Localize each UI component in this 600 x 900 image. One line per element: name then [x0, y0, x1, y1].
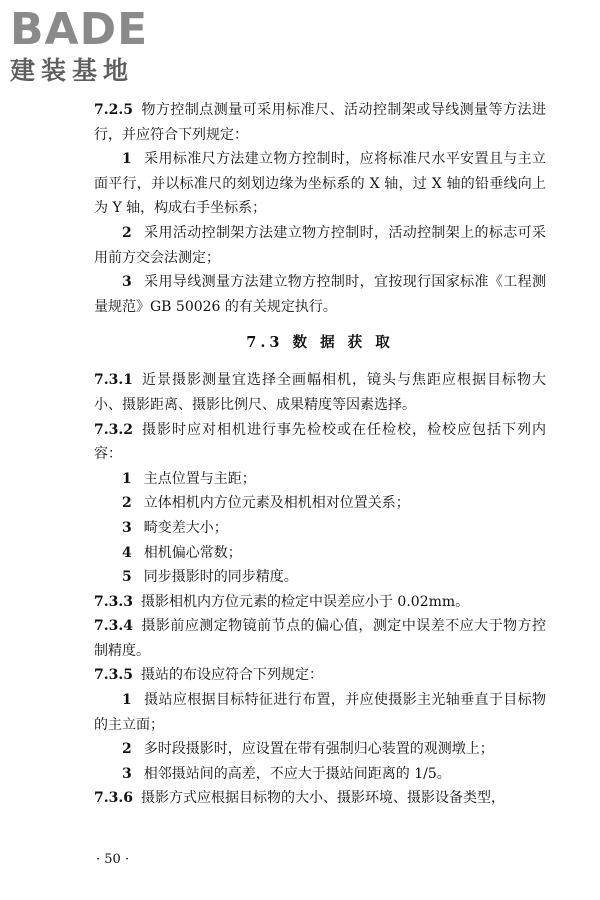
item-number: 5: [122, 569, 132, 586]
list-item: [94, 491, 546, 516]
item-number: 1: [122, 470, 132, 487]
clause-number: 7.3.1: [94, 372, 133, 389]
clause-number: 7.3.4: [94, 618, 133, 635]
item-number: 1: [122, 692, 132, 709]
list-item: [94, 467, 546, 492]
item-text: 相邻摄站间的高差，不应大于摄站间距离的 1/5。: [143, 765, 451, 782]
item-number: 2: [122, 741, 132, 758]
clause-number: 7.3.2: [94, 421, 133, 438]
clause-7-3-1: [94, 368, 546, 417]
item-text: 采用标准尺方法建立物方控制时，应将标准尺水平安置且与主立面平行，并以标准尺的刻划边缘为坐标系的 X 轴，过 X 轴的铅垂线向上为 Y 轴，构成右手坐标系；: [94, 151, 546, 217]
list-item: [94, 688, 546, 737]
item-number: 4: [122, 544, 132, 561]
clause-text: 物方控制点测量可采用标准尺、活动控制架或导线测量等方法进行，并应符合下列规定：: [94, 102, 546, 143]
item-text: 摄站应根据目标特征进行布置，并应使摄影主光轴垂直于目标物的主立面；: [94, 692, 546, 733]
item-text: 采用活动控制架方法建立物方控制时，活动控制架上的标志可采用前方交会法测定；: [94, 224, 546, 266]
list-item: [94, 762, 546, 787]
clause-text: 摄影相机内方位元素的检定中误差应小于 0.02mm。: [140, 593, 470, 610]
page-number: · 50 ·: [96, 852, 130, 867]
clause-number: 7.3.6: [94, 790, 133, 807]
list-item: [94, 270, 546, 319]
list-item: [94, 541, 546, 566]
clause-7-3-6: [94, 786, 546, 811]
item-text: 主点位置与主距；: [143, 470, 256, 487]
document-body: [94, 98, 546, 811]
brand-logo: [10, 6, 148, 86]
list-item: [94, 565, 546, 590]
section-heading: 7.3 数 据 获 取: [246, 334, 394, 352]
item-number: 3: [122, 519, 132, 536]
logo-wordmark: BADE: [10, 4, 149, 55]
item-number: 2: [122, 224, 132, 241]
clause-7-3-2: [94, 418, 546, 467]
item-text: 同步摄影时的同步精度。: [143, 569, 298, 586]
clause-number: 7.2.5: [94, 102, 133, 118]
item-number: 3: [122, 765, 132, 782]
clause-7-3-5: [94, 663, 546, 688]
item-text: 相机偏心常数；: [143, 544, 242, 561]
logo-subtitle: 建装基地: [10, 56, 135, 85]
clause-text: 近景摄影测量宜选择全画幅相机，镜头与焦距应根据目标物大小、摄影距离、摄影比例尺、成果精度等因素选择。: [94, 372, 546, 413]
clause-text: 摄影前应测定物镜前节点的偏心值，测定中误差不应大于物方控制精度。: [94, 618, 546, 659]
list-item: [94, 737, 546, 762]
item-text: 采用导线测量方法建立物方控制时，宜按现行国家标准《工程测量规范》GB 50026 的有关规定执行。: [94, 274, 546, 315]
item-text: 畸变差大小；: [143, 519, 228, 536]
clause-text: 摄站的布设应符合下列规定：: [140, 667, 323, 684]
item-text: 立体相机内方位元素及相机相对位置关系；: [143, 495, 410, 512]
clause-text: 摄影方式应根据目标物的大小、摄影环境、摄影设备类型，: [140, 790, 505, 807]
list-item: [94, 516, 546, 541]
item-text: 多时段摄影时，应设置在带有强制归心装置的观测墩上；: [143, 741, 494, 758]
list-item: [94, 147, 546, 221]
item-number: 1: [122, 151, 132, 168]
clause-number: 7.3.3: [94, 593, 133, 610]
item-number: 2: [122, 495, 132, 512]
clause-text: 摄影时应对相机进行事先检校或在任检校，检校应包括下列内容：: [94, 421, 546, 463]
clause-number: 7.3.5: [94, 667, 133, 684]
list-item: [94, 221, 546, 270]
clause-7-3-4: [94, 614, 546, 663]
item-number: 3: [122, 274, 132, 291]
clause-7-2-5: [94, 98, 546, 147]
clause-7-3-3: [94, 590, 546, 615]
